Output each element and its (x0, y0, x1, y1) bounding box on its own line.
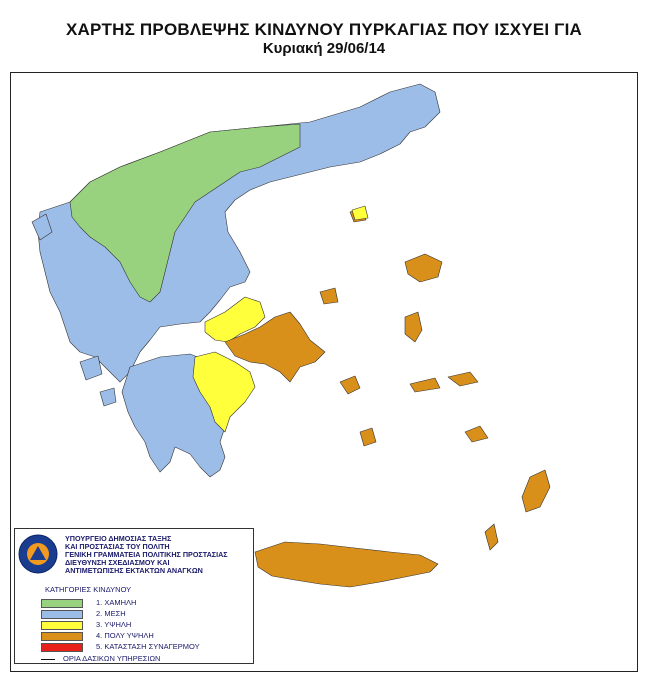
legend-org-line-4: ΔΙΕΥΘΥΝΣΗ ΣΧΕΔΙΑΣΜΟΥ ΚΑΙ (65, 558, 170, 567)
island-naxos (360, 428, 376, 446)
legend-label-medium: 2. ΜΕΣΗ (96, 609, 126, 618)
island-andros (340, 376, 360, 394)
map-legend (14, 528, 254, 664)
map-title: ΧΑΡΤΗΣ ΠΡΟΒΛΕΨΗΣ ΚΙΝΔΥΝΟΥ ΠΥΡΚΑΓΙΑΣ ΠΟΥ ΙΣΧΥΕΙ ΓΙΑ (65, 20, 582, 39)
island-chios (405, 312, 422, 342)
island-rhodes (522, 470, 550, 512)
island-kos (465, 426, 488, 442)
civil-protection-emblem-icon (18, 534, 58, 574)
island-samos (448, 372, 478, 386)
island-lesvos (405, 254, 442, 282)
island-skyros (320, 288, 338, 304)
swatch-very-high (41, 632, 83, 641)
island-kefalonia (80, 356, 102, 380)
legend-org-line-2: ΚΑΙ ΠΡΟΣΤΑΣΙΑΣ ΤΟΥ ΠΟΛΙΤΗ (65, 542, 170, 551)
legend-categories-title: ΚΑΤΗΓΟΡΙΕΣ ΚΙΝΔΥΝΟΥ (45, 585, 132, 594)
map-date: Κυριακή 29/06/14 (262, 40, 386, 57)
legend-org-line-1: ΥΠΟΥΡΓΕΙΟ ΔΗΜΟΣΙΑΣ ΤΑΞΗΣ (65, 534, 172, 543)
legend-boundary-label: ΟΡΙΑ ΔΑΣΙΚΩΝ ΥΠΗΡΕΣΙΩΝ (63, 654, 161, 663)
swatch-alarm (41, 643, 83, 652)
island-thassos (352, 206, 368, 220)
boundary-line-sample (41, 659, 55, 660)
swatch-low (41, 599, 83, 608)
legend-org-line-5: ΑΝΤΙΜΕΤΩΠΙΣΗΣ ΕΚΤΑΚΤΩΝ ΑΝΑΓΚΩΝ (65, 566, 203, 575)
island-zakynthos (100, 388, 116, 406)
legend-label-low: 1. ΧΑΜΗΛΗ (96, 598, 137, 607)
island-ikaria (410, 378, 440, 392)
swatch-high (41, 621, 83, 630)
island-karpathos (485, 524, 498, 550)
swatch-medium (41, 610, 83, 619)
legend-org-line-3: ΓΕΝΙΚΗ ΓΡΑΜΜΑΤΕΙΑ ΠΟΛΙΤΙΚΗΣ ΠΡΟΣΤΑΣΙΑΣ (65, 550, 228, 559)
legend-label-very-high: 4. ΠΟΛΥ ΥΨΗΛΗ (96, 631, 154, 640)
legend-label-high: 3. ΥΨΗΛΗ (96, 620, 132, 629)
legend-label-alarm: 5. ΚΑΤΑΣΤΑΣΗ ΣΥΝΑΓΕΡΜΟΥ (96, 642, 200, 651)
region-very-high-crete (255, 542, 438, 587)
